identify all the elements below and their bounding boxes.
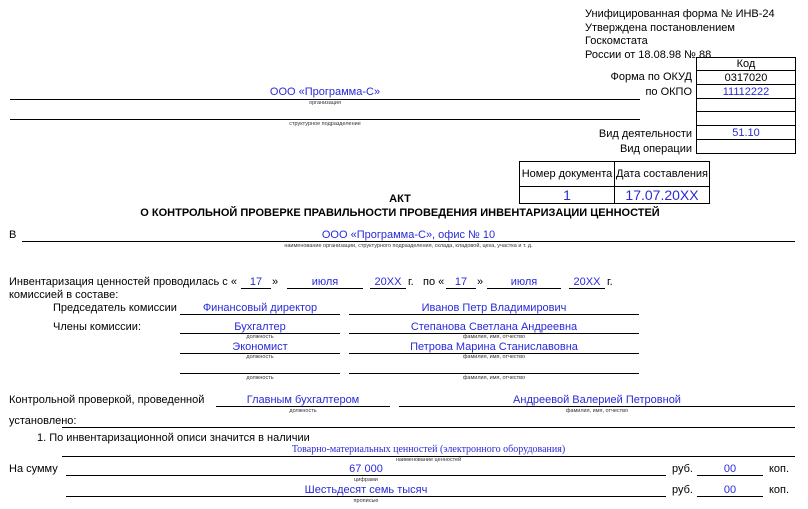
sum-digits-caption: цифрами xyxy=(354,477,378,483)
members-label: Члены комиссии: xyxy=(53,321,142,333)
caption-name-2: фамилия, имя, отчество xyxy=(462,354,526,360)
location-value[interactable]: ООО «Программа-С», офис № 10 xyxy=(321,229,496,241)
form-header xyxy=(585,8,775,62)
okpo-value[interactable]: 11112222 xyxy=(697,85,796,99)
chair-name[interactable]: Иванов Петр Владимирович xyxy=(421,302,567,314)
code-title: Код xyxy=(697,58,796,71)
day-from[interactable]: 17 xyxy=(249,276,263,288)
activity-label: Вид деятельности xyxy=(598,128,692,140)
control-position[interactable]: Главным бухгалтером xyxy=(246,394,360,406)
location-caption: наименование организации, структурного подразделения, склада, кладовой, цеха, участка и т. д. xyxy=(284,243,533,249)
commission-label: комиссией в составе: xyxy=(9,289,119,301)
header-line-3: Госкомстата xyxy=(585,35,648,47)
member2-position[interactable]: Экономист xyxy=(232,341,288,353)
doc-number-value[interactable]: 1 xyxy=(520,187,615,204)
sum-digits[interactable]: 67 000 xyxy=(349,463,383,475)
control-name[interactable]: Андреевой Валерией Петровной xyxy=(513,394,681,406)
sum-words[interactable]: Шестьдесят семь тысяч xyxy=(304,484,428,496)
doc-number-label: Номер документа xyxy=(520,162,615,187)
caption-name-3: фамилия, имя, отчество xyxy=(462,375,526,381)
established-label: установлено: xyxy=(9,415,77,427)
header-line-1: Унифицированная форма № ИНВ-24 xyxy=(585,8,775,20)
chair-label: Председатель комиссии xyxy=(53,302,177,314)
header-line-2: Утверждена постановлением xyxy=(585,21,735,34)
month-to[interactable]: июля xyxy=(510,276,538,288)
kop-value-1[interactable]: 00 xyxy=(723,463,737,475)
day-to[interactable]: 17 xyxy=(454,276,468,288)
year-suffix-2: г. xyxy=(607,276,613,288)
member1-position[interactable]: Бухгалтер xyxy=(234,321,286,333)
org-name[interactable]: ООО «Программа-С» xyxy=(269,86,381,98)
period-text: Инвентаризация ценностей проводилась с « xyxy=(9,276,237,288)
item1-value[interactable]: Товарно-материальных ценностей (электронного оборудования) xyxy=(291,444,566,455)
item1-caption: наименование ценностей xyxy=(395,457,462,463)
control-caption-position: должность xyxy=(289,408,317,414)
year-suffix-1: г. xyxy=(408,276,414,288)
month-from[interactable]: июля xyxy=(311,276,339,288)
okpo-label: по ОКПО xyxy=(645,86,692,98)
caption-position-3: должность xyxy=(246,375,274,381)
year-to[interactable]: 20XX xyxy=(573,276,601,288)
quote-close-1: » xyxy=(272,276,279,288)
caption-position-1: должность xyxy=(246,334,274,340)
member1-name[interactable]: Степанова Светлана Андреевна xyxy=(410,321,578,333)
member2-name[interactable]: Петрова Марина Станиславовна xyxy=(410,341,578,353)
division-caption: структурное подразделение xyxy=(289,121,361,127)
caption-position-2: должность xyxy=(246,354,274,360)
okud-value[interactable]: 0317020 xyxy=(697,71,796,85)
org-caption: организация xyxy=(309,100,341,106)
code-table xyxy=(696,57,796,154)
operation-label: Вид операции xyxy=(620,143,692,155)
header-line-4: России от 18.08.98 № 88 xyxy=(585,48,712,61)
year-from[interactable]: 20XX xyxy=(374,276,402,288)
quote-close-2: » xyxy=(477,276,484,288)
kop-label-2: коп. xyxy=(769,484,790,496)
item1-text: 1. По инвентаризационной описи значится в наличии xyxy=(37,432,310,444)
chair-position[interactable]: Финансовый директор xyxy=(202,302,318,314)
caption-name-1: фамилия, имя, отчество xyxy=(462,334,526,340)
kop-value-2[interactable]: 00 xyxy=(723,484,737,496)
sum-label: На сумму xyxy=(9,463,58,475)
okud-label: Форма по ОКУД xyxy=(610,71,692,83)
control-caption-name: фамилия, имя, отчество xyxy=(565,408,629,414)
activity-value[interactable]: 51.10 xyxy=(697,126,796,140)
rub-label-1: руб. xyxy=(672,463,693,475)
title-line-1: АКТ xyxy=(389,193,411,205)
control-label: Контрольной проверкой, проведенной xyxy=(9,394,205,406)
title-line-2: О КОНТРОЛЬНОЙ ПРОВЕРКЕ ПРАВИЛЬНОСТИ ПРОВЕДЕНИЯ ИНВЕНТАРИЗАЦИИ ЦЕННОСТЕЙ xyxy=(140,207,660,219)
operation-value[interactable] xyxy=(697,140,796,154)
location-prefix: В xyxy=(9,229,17,241)
kop-label-1: коп. xyxy=(769,463,790,475)
doc-date-label: Дата составления xyxy=(615,162,710,187)
doc-date-value[interactable]: 17.07.20XX xyxy=(615,187,710,204)
sum-words-caption: прописью xyxy=(353,498,379,504)
rub-label-2: руб. xyxy=(672,484,693,496)
period-po: по « xyxy=(423,276,445,288)
